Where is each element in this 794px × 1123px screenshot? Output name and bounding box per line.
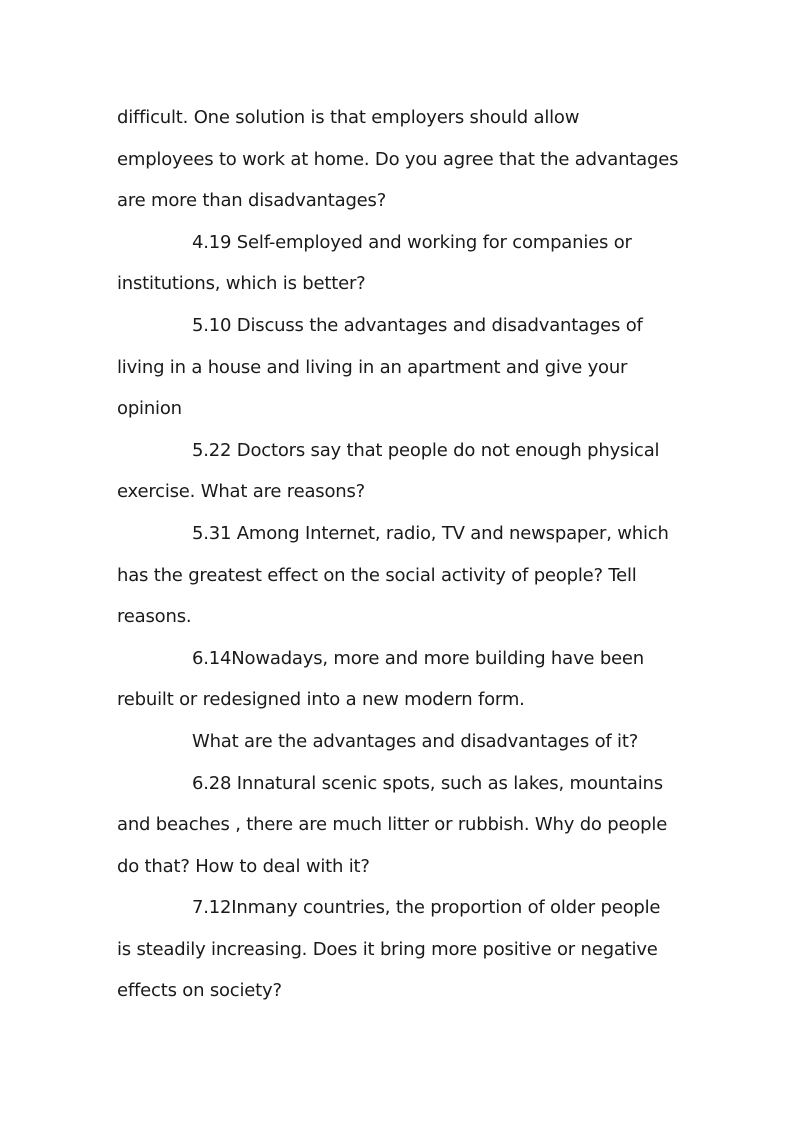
text-line: reasons. bbox=[117, 606, 192, 628]
text-line: difficult. One solution is that employers should allow bbox=[117, 107, 580, 128]
question-6-14-line: 6.14Nowadays, more and more building have been bbox=[192, 647, 645, 669]
text-line: employees to work at home. Do you agree that the advantages bbox=[117, 148, 679, 170]
question-5-31-line: 5.31 Among Internet, radio, TV and newspaper, which bbox=[192, 522, 669, 544]
question-5-22-line: 5.22 Doctors say that people do not enough physical bbox=[192, 439, 660, 461]
text-line: living in a house and living in an apartment and give your bbox=[117, 356, 628, 378]
text-line: What are the advantages and disadvantages of it? bbox=[192, 730, 639, 752]
text-line: do that? How to deal with it? bbox=[117, 855, 370, 877]
text-line: is steadily increasing. Does it bring more positive or negative bbox=[117, 938, 658, 960]
document-body bbox=[117, 97, 697, 1012]
question-4-19-line: 4.19 Self-employed and working for companies or bbox=[192, 231, 632, 253]
question-6-28-line: 6.28 Innatural scenic spots, such as lakes, mountains bbox=[192, 772, 663, 794]
question-7-12-line: 7.12Inmany countries, the proportion of older people bbox=[192, 897, 661, 919]
text-line: and beaches , there are much litter or rubbish. Why do people bbox=[117, 814, 668, 836]
text-line: opinion bbox=[117, 398, 182, 420]
text-line: has the greatest effect on the social activity of people? Tell bbox=[117, 564, 637, 586]
text-line: effects on society? bbox=[117, 980, 282, 1002]
text-line: exercise. What are reasons? bbox=[117, 481, 366, 503]
text-line: are more than disadvantages? bbox=[117, 190, 387, 212]
text-line: institutions, which is better? bbox=[117, 273, 366, 295]
question-5-10-line: 5.10 Discuss the advantages and disadvantages of bbox=[192, 314, 643, 336]
text-line: rebuilt or redesigned into a new modern form. bbox=[117, 689, 525, 711]
